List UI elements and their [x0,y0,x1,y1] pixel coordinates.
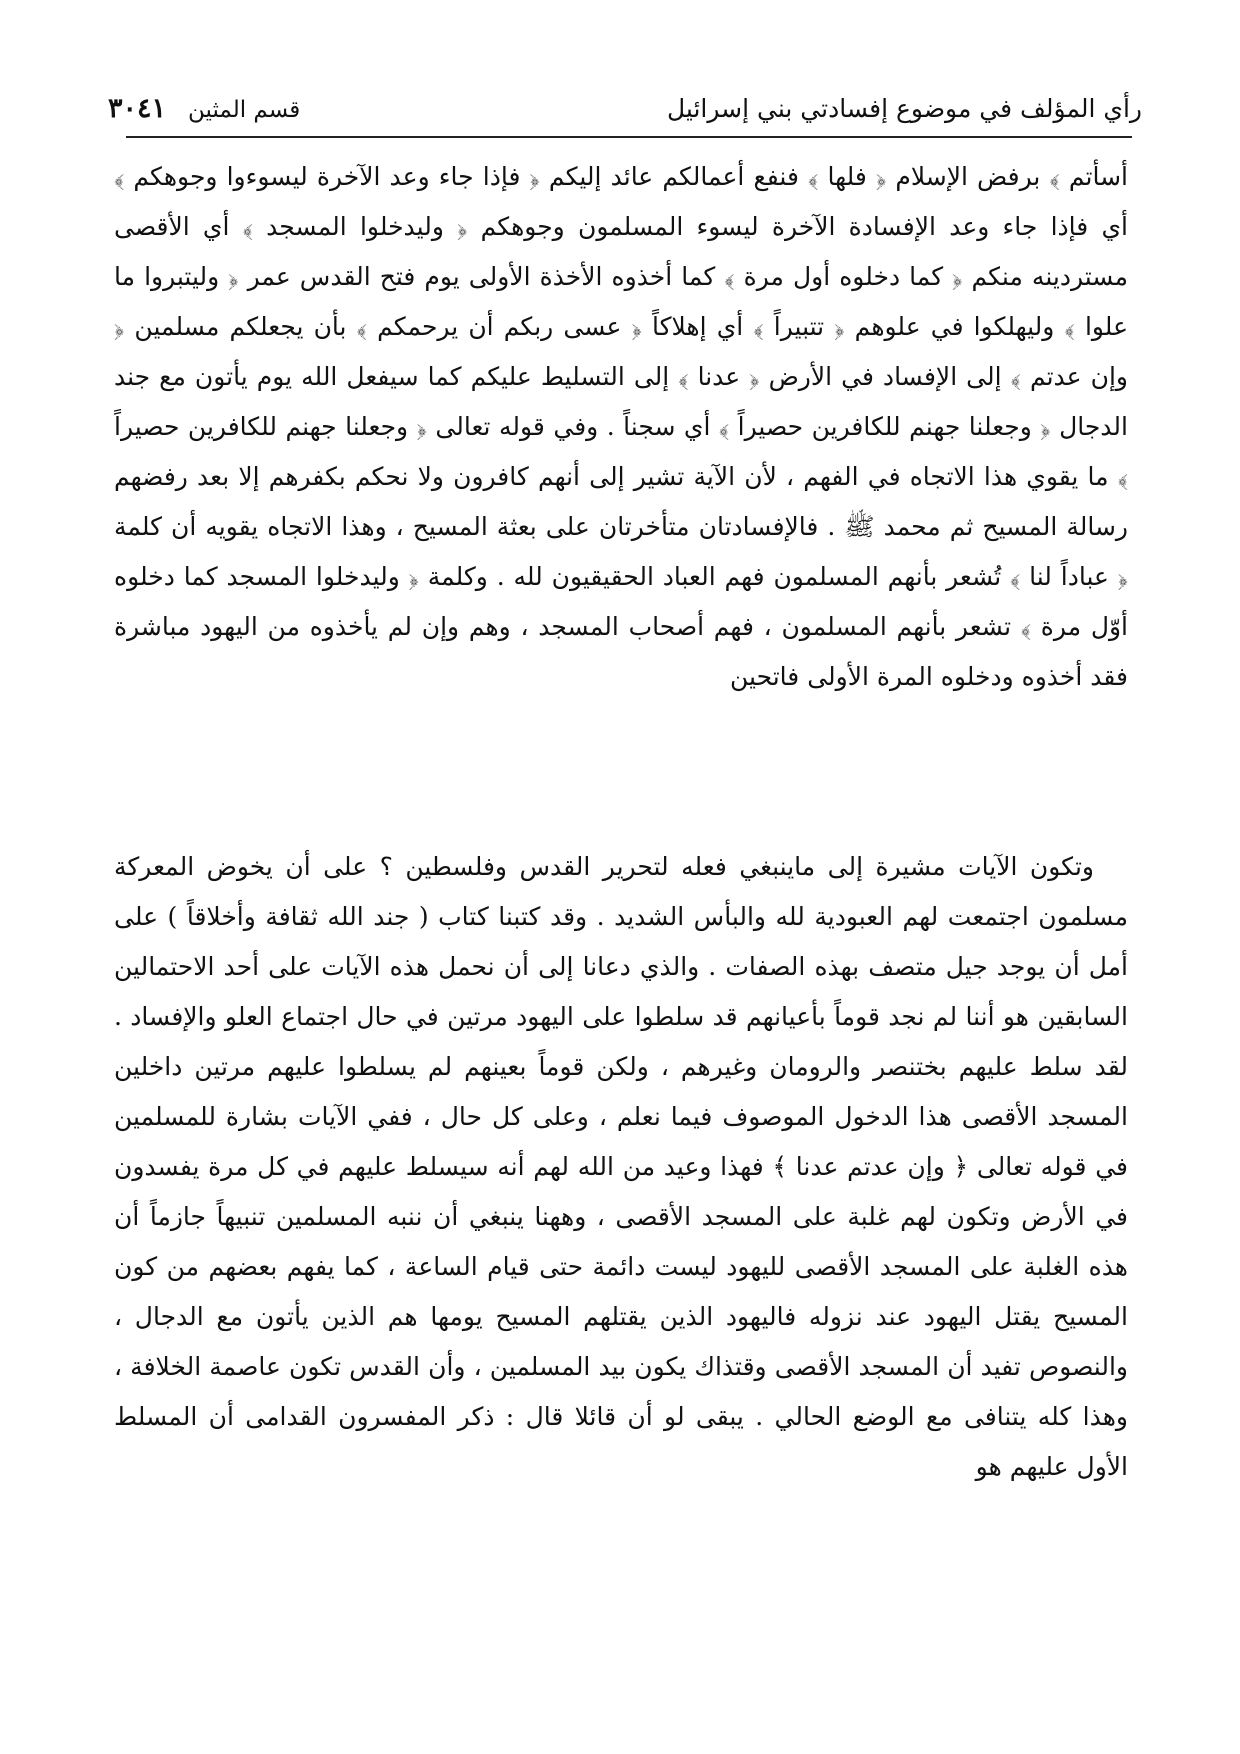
page-header [108,78,1142,124]
paragraph-1: أسأتم ﴾ برفض الإسلام ﴿ فلها ﴾ فنفع أعمالكم عائد إليكم ﴿ فإذا جاء وعد الآخرة ليسوءوا وجوهكم ﴾ أي فإذا جاء وعد الإفسادة الآخرة ليسوء المسلمون وجوهكم ﴿ وليدخلوا المسجد ﴾ أي الأقصى مستردينه منكم ﴿ كما دخلوه أول مرة ﴾ كما أخذوه الأخذة الأولى يوم فتح القدس عمر ﴿ وليتبروا ما علوا ﴾ وليهلكوا في علوهم ﴿ تتبيراً ﴾ أي إهلاكاً ﴿ عسى ربكم أن يرحمكم ﴾ بأن يجعلكم مسلمين ﴿ وإن عدتم ﴾ إلى الإفساد في الأرض ﴿ عدنا ﴾ إلى التسليط عليكم كما سيفعل الله يوم يأتون مع جند الدجال ﴿ وجعلنا جهنم للكافرين حصيراً ﴾ أي سجناً . وفي قوله تعالى ﴿ وجعلنا جهنم للكافرين حصيراً ﴾ ما يقوي هذا الاتجاه في الفهم ، لأن الآية تشير إلى أنهم كافرون ولا نحكم بكفرهم إلا بعد رفضهم رسالة المسيح ثم محمد ﷺ . فالإفسادتان متأخرتان على بعثة المسيح ، وهذا الاتجاه يقويه أن كلمة ﴿ عباداً لنا ﴾ تُشعر بأنهم المسلمون فهم العباد الحقيقيون لله . وكلمة ﴿ وليدخلوا المسجد كما دخلوه أوّل مرة ﴾ تشعر بأنهم المسلمون ، فهم أصحاب المسجد ، وهم وإن لم يأخذوه من اليهود مباشرة فقد أخذوه ودخلوه المرة الأولى فاتحين [114,162,1128,691]
paragraph-2: وتكون الآيات مشيرة إلى ماينبغي فعله لتحرير القدس وفلسطين ؟ على أن يخوض المعركة مسلمون اجتمعت لهم العبودية لله والبأس الشديد . وقد كتبنا كتاب ( جند الله ثقافة وأخلاقاً ) على أمل أن يوجد جيل متصف بهذه الصفات . والذي دعانا إلى أن نحمل هذه الآيات على أحد الاحتمالين السابقين هو أننا لم نجد قوماً بأعيانهم قد سلطوا على اليهود مرتين في حال اجتماع العلو والإفساد . لقد سلط عليهم بختنصر والرومان وغيرهم ، ولكن قوماً بعينهم لم يسلطوا عليهم مرتين داخلين المسجد الأقصى هذا الدخول الموصوف فيما نعلم ، وعلى كل حال ، ففي الآيات بشارة للمسلمين في قوله تعالى ﴿ وإن عدتم عدنا ﴾ فهذا وعيد من الله لهم أنه سيسلط عليهم في كل مرة يفسدون في الأرض وتكون لهم غلبة على المسجد الأقصى ، وههنا ينبغي أن ننبه المسلمين تنبيهاً جازماً أن هذه الغلبة على المسجد الأقصى لليهود ليست دائمة حتى قيام الساعة ، كما يفهم بعضهم من كون المسيح يقتل اليهود عند نزوله فاليهود الذين يقتلهم المسيح يومها هم الذين يأتون مع الدجال ، والنصوص تفيد أن المسجد الأقصى وقتذاك يكون بيد المسلمين ، وأن القدس تكون عاصمة الخلافة ، وهذا كله يتنافى مع الوضع الحالي . يبقى لو أن قائلا قال : ذكر المفسرون القدامى أن المسلط الأول عليهم هو [114,852,1128,1481]
body-block-1 [114,152,1128,702]
page-number: ٣٠٤١ [108,93,167,124]
folio [108,93,300,124]
header-divider [126,136,1132,138]
running-head-title: رأي المؤلف في موضوع إفسادتي بني إسرائيل [667,94,1142,123]
section-name: قسم المثين [188,97,301,123]
body-block-2 [114,842,1128,1492]
